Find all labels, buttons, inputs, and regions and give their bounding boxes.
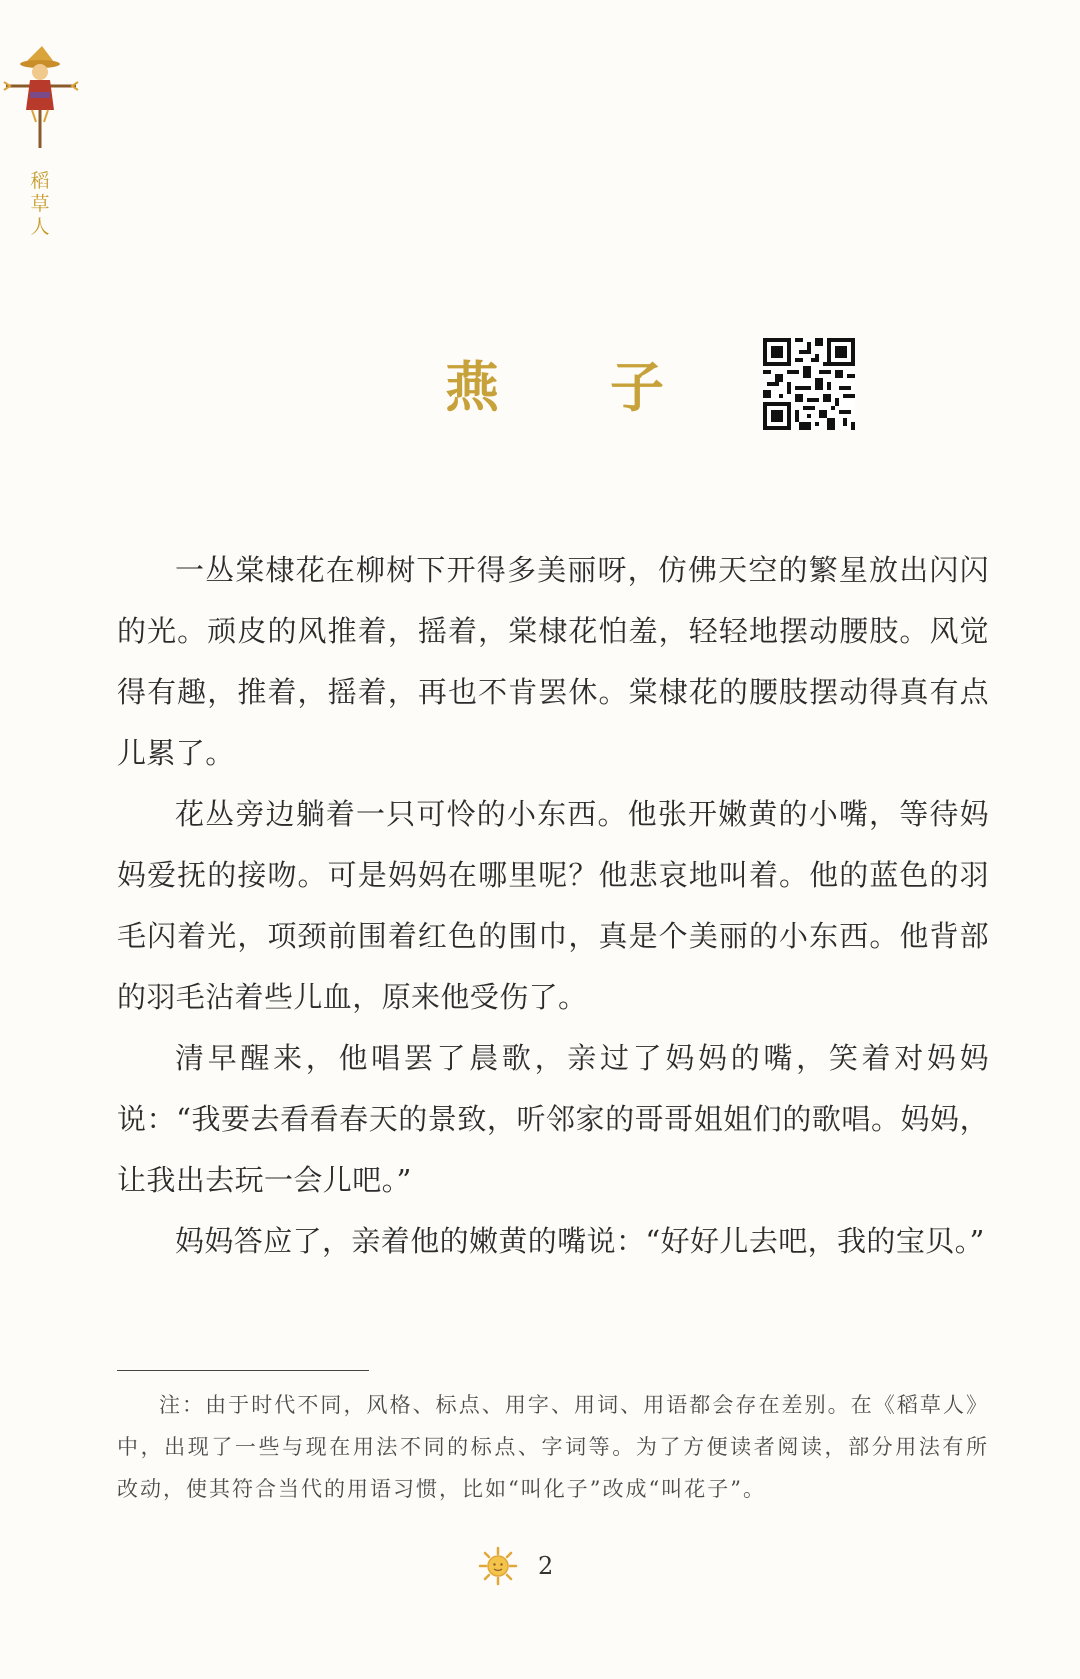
page-footer [0, 1546, 1080, 1586]
qr-code-icon[interactable] [763, 338, 855, 430]
page-number: 2 [538, 1552, 554, 1580]
footnote-text: 注：由于时代不同，风格、标点、用字、用词、用语都会存在差别。在《稻草人》中，出现了一些与现在用法不同的标点、字词等。为了方便读者阅读，部分用法有所改动，使其符合当代的用语习惯，比如“叫化子”改成“叫花子”。 [117, 1393, 989, 1501]
title-char-2: 子 [610, 355, 664, 419]
paragraph-3: 清早醒来，他唱罢了晨歌，亲过了妈妈的嘴，笑着对妈妈说：“我要去看看春天的景致，听邻家的哥哥姐姐们的歌唱。妈妈，让我出去玩一会儿吧。” [117, 1041, 989, 1197]
footnote-divider [117, 1370, 369, 1371]
paragraph-2: 花丛旁边躺着一只可怜的小东西。他张开嫩黄的小嘴，等待妈妈爱抚的接吻。可是妈妈在哪里呢？他悲哀地叫着。他的蓝色的羽毛闪着光，项颈前围着红色的围巾，真是个美丽的小东西。他背部的羽毛沾着些儿血，原来他受伤了。 [117, 797, 989, 1014]
title-char-1: 燕 [445, 355, 499, 419]
chapter-title [0, 352, 1080, 422]
corner-decoration [0, 30, 90, 238]
book-name: 稻草人 [30, 170, 50, 238]
footnote [117, 1384, 989, 1510]
paragraph-1: 一丛棠棣花在柳树下开得多美丽呀，仿佛天空的繁星放出闪闪的光。顽皮的风推着，摇着，棠棣花怕羞，轻轻地摆动腰肢。风觉得有趣，推着，摇着，再也不肯罢休。棠棣花的腰肢摆动得真有点儿累了。 [117, 553, 989, 770]
paragraph-4: 妈妈答应了，亲着他的嫩黄的嘴说：“好好儿去吧，我的宝贝。” [175, 1224, 985, 1258]
sun-icon [478, 1546, 518, 1586]
scarecrow-icon [2, 40, 80, 150]
body-text [117, 540, 989, 1272]
